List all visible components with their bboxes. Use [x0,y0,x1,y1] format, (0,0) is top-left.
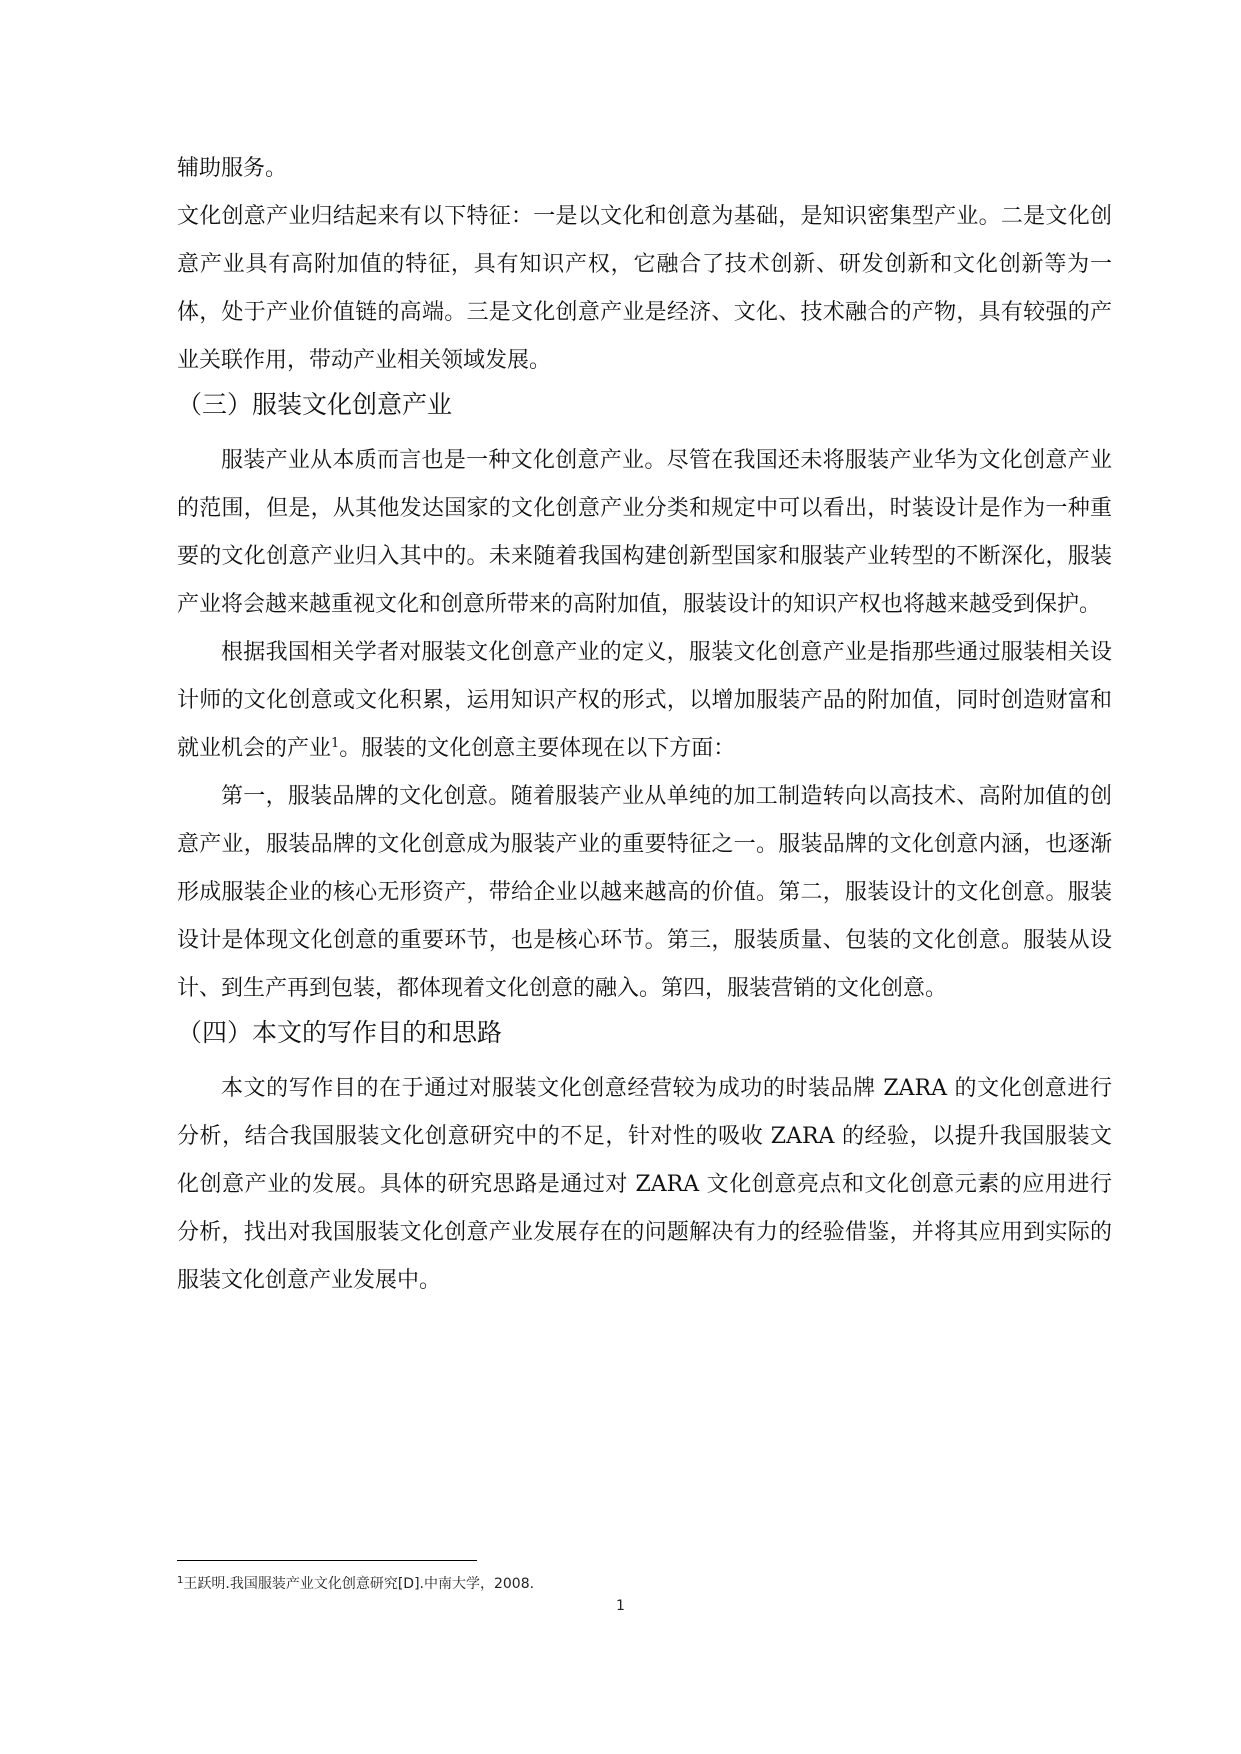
definition-text: 根据我国相关学者对服装文化创意产业的定义，服装文化创意产业是指那些通过服装相关设计师的文化创意或文化积累，运用知识产权的形式，以增加服装产品的附加值，同时创造财富和就业机会的产业 [177,640,1112,761]
document-body [177,145,1112,1305]
footnote-text: 王跃明.我国服装产业文化创意研究[D].中南大学，2008. [183,1576,535,1592]
definition-tail-text: 。服装的文化创意主要体现在以下方面： [339,736,736,761]
paragraph-carryover: 辅助服务。 [177,156,288,181]
footnote-marker: 1 [177,1575,184,1586]
paragraph-apparel-definition [177,629,1112,773]
footnote-reference[interactable]: 1 [331,736,340,751]
section-heading-3: （三）服装文化创意产业 [177,390,453,419]
paragraph-industry-features: 文化创意产业归结起来有以下特征：一是以文化和创意为基础，是知识密集型产业。二是文化创意产业具有高附加值的特征，具有知识产权，它融合了技术创新、研发创新和文化创新等为一体，处于产业价值链的高端。三是文化创意产业是经济、文化、技术融合的产物，具有较强的产业关联作用，带动产业相关领域发展。 [177,204,1112,373]
paragraph-purpose-and-approach: 本文的写作目的在于通过对服装文化创意经营较为成功的时装品牌 ZARA 的文化创意进行分析，结合我国服装文化创意研究中的不足，针对性的吸收 ZARA 的经验，以提升我国服装文化创意产业的发展。具体的研究思路是通过对 ZARA 文化创意亮点和文化创意元素的应用进行分析，找出对我国服装文化创意产业发展存在的问题解决有力的经验借鉴，并将其应用到实际的服装文化创意产业发展中。 [177,1076,1112,1293]
footnote-separator [177,1560,477,1561]
page-number: 1 [616,1598,625,1614]
paragraph-creative-aspects: 第一，服装品牌的文化创意。随着服装产业从单纯的加工制造转向以高技术、高附加值的创意产业，服装品牌的文化创意成为服装产业的重要特征之一。服装品牌的文化创意内涵，也逐渐形成服装企业的核心无形资产，带给企业以越来越高的价值。第二，服装设计的文化创意。服装设计是体现文化创意的重要环节，也是核心环节。第三，服装质量、包装的文化创意。服装从设计、到生产再到包装，都体现着文化创意的融入。第四，服装营销的文化创意。 [177,784,1112,1001]
section-heading-4: （四）本文的写作目的和思路 [177,1018,503,1047]
paragraph-apparel-nature: 服装产业从本质而言也是一种文化创意产业。尽管在我国还未将服装产业华为文化创意产业的范围，但是，从其他发达国家的文化创意产业分类和规定中可以看出，时装设计是作为一种重要的文化创意产业归入其中的。未来随着我国构建创新型国家和服装产业转型的不断深化，服装产业将会越来越重视文化和创意所带来的高附加值，服装设计的知识产权也将越来越受到保护。 [177,448,1112,617]
footnote [177,1574,1112,1594]
